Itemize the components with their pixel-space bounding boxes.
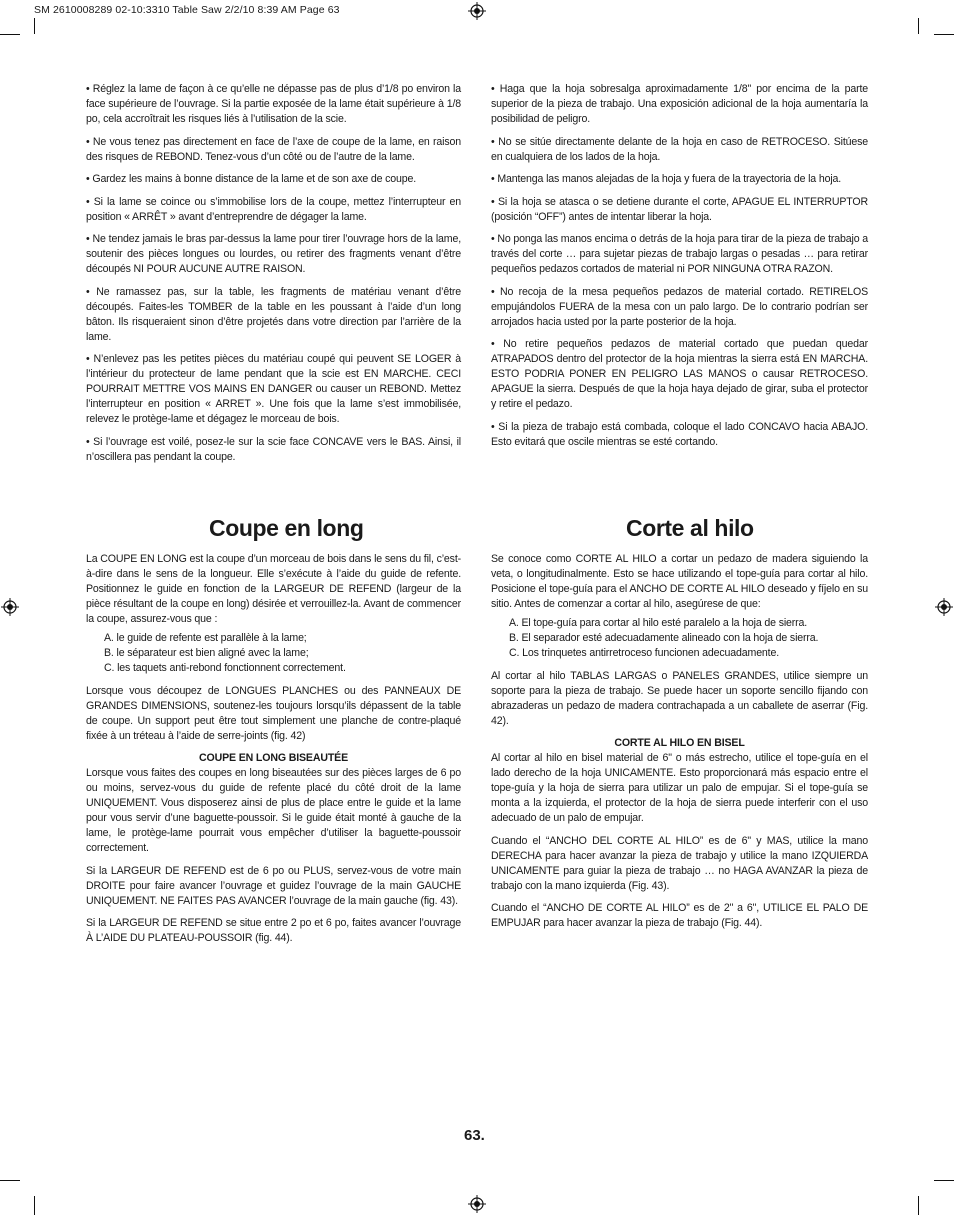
french-subheading: COUPE EN LONG BISEAUTÉE [198, 752, 348, 764]
header-slug: SM 2610008289 02-10:3310 Table Saw 2/2/10 8:39 AM Page 63 [34, 4, 340, 16]
crop-mark-top-left-v [34, 18, 35, 34]
registration-target-icon [468, 1195, 486, 1213]
spanish-bullet: • No se sitúe directamente delante de la hoja en caso de RETROCESO. Sitúese en cualquiera de los lados de la hoja. [491, 135, 868, 163]
french-intro: La COUPE EN LONG est la coupe d’un morceau de bois dans le sens du fil, c’est-à-dire dans le sens de la longueur. Elle s’exécute à l’aide du guide de refente. Positionnez le guide en fonction de la LARGEUR DE REFEND (largeur de la pièce résultant de la coupe en long) désirée et verrouillez-la. Avant de commencer la coupe, assurez-vous que : [86, 553, 461, 625]
spanish-bullet: • Mantenga las manos alejadas de la hoja y fuera de la trayectoria de la hoja. [491, 173, 842, 185]
registration-target-icon [1, 598, 19, 616]
spanish-long-boards: Al cortar al hilo TABLAS LARGAS o PANELES GRANDES, utilice siempre un soporte para la pieza de trabajo. Se puede hacer un soporte sencillo fijando con abrazaderas un pedazo de madera contrachapada a un caballete de aserrar (Fig. 42). [491, 669, 868, 727]
french-width-2-6-paragraph: Si la LARGEUR DE REFEND se situe entre 2 po et 6 po, faites avancer l’ouvrage À L’AIDE DU PLATEAU-POUSSOIR (fig. 44). [86, 917, 461, 944]
crop-mark-top-right-v [918, 18, 919, 34]
spanish-bullet: • Si la pieza de trabajo está combada, coloque el lado CONCAVO hacia ABAJO. Esto evitará que oscile mientras se esté cortando. [491, 420, 868, 448]
french-bullet: • N’enlevez pas les petites pièces du matériau coupé qui peuvent SE LOGER à l’intérieur du protecteur de lame pendant que la scie est EN MARCHE. CECI POURRAIT METTRE VOS MAINS EN DANGER ou causer un REBOND. Mettez l’interrupteur en position « ARRET ». Une fois que la lame s’est immobilisée, relevez le protège-lame et dégagez le morceau de bois. [86, 353, 461, 425]
page-number: 63. [464, 1127, 485, 1144]
spanish-bullet: • No recoja de la mesa pequeños pedazos de material cortado. RETIRELOS empujándolos FUERA de la mesa con un palo largo. De lo contrario podrían ser arrojados hacia usted por la parte posterior de la hoja. [491, 285, 868, 328]
french-bullet: • Gardez les mains à bonne distance de la lame et de son axe de coupe. [86, 173, 417, 185]
french-rip-cut-body [86, 552, 461, 954]
spanish-bullet: • Haga que la hoja sobresalga aproximadamente 1/8" por encima de la parte superior de la pieza de trabajo. Una exposición adicional de la hoja aumentaría la posibilidad de peligro. [491, 83, 868, 125]
crop-mark-top-right-h [934, 34, 954, 35]
french-long-boards: Lorsque vous découpez de LONGUES PLANCHES ou des PANNEAUX DE GRANDES DIMENSIONS, soutenez-les toujours lorsqu’ils dépassent de la table de coupe. Un support peut être tout simplement une planche de contre-plaqué fixée à un tréteau à l’aide de serre-joints (fig. 42) [86, 684, 461, 742]
spanish-rip-cut-body [491, 552, 868, 939]
registration-target-icon [468, 2, 486, 20]
spanish-intro: Se conoce como CORTE AL HILO a cortar un pedazo de madera siguiendo la veta, o longitudinalmente. Esto se hace utilizando el tope-guía para cortar al hilo. Posicione el tope-guía para el ANCHO DE CORTE AL HILO deseado y fíjelo en su sitio. Antes de comenzar a cortar al hilo, asegúrese de que: [491, 553, 868, 610]
french-checklist-item: B. le séparateur est bien aligné avec la lame; [104, 647, 309, 659]
spanish-bullet: • Si la hoja se atasca o se detiene durante el corte, APAGUE EL INTERRUPTOR (posición “OFF”) antes de intentar liberar la hoja. [491, 195, 868, 223]
spanish-checklist-item: B. El separador esté adecuadamente alineado con la hoja de sierra. [509, 632, 819, 644]
french-bullet: • Si la lame se coince ou s’immobilise lors de la coupe, mettez l’interrupteur en position « ARRÊT » avant d’entreprendre de dégager la lame. [86, 195, 461, 223]
registration-target-icon [935, 598, 953, 616]
crop-mark-bottom-right-v [918, 1196, 919, 1215]
crop-mark-bottom-right-h [934, 1180, 954, 1181]
spanish-bullet: • No retire pequeños pedazos de material cortado que puedan quedar ATRAPADOS dentro del protector de la hoja mientras la sierra está EN MARCHA. ESTO PODRIA PONER EN PELIGRO LAS MANOS o causar RETROCESO. APAGUE la sierra. Después de que la hoja haya dejado de girar, suba el protector y retire el pedazo. [491, 338, 868, 410]
french-width-6-paragraph: Si la LARGEUR DE REFEND est de 6 po ou PLUS, servez-vous de votre main DROITE pour faire avancer l’ouvrage et guidez l’ouvrage de la main GAUCHE UNIQUEMENT. NE FAITES PAS AVANCER l’ouvrage de la main gauche (fig. 43). [86, 864, 461, 907]
french-bullet: • Réglez la lame de façon à ce qu’elle ne dépasse pas de plus d’1/8 po environ la face supérieure de l’ouvrage. Si la partie exposée de la lame était supérieure à 1/8 po, cela accroîtrait les risques liés à l’utilisation de la scie. [86, 83, 461, 125]
spanish-safety-bullets [491, 82, 868, 457]
spanish-bullet: • No ponga las manos encima o detrás de la hoja para tirar de la pieza de trabajo a través del corte … para sujetar piezas de trabajo largas o pesadas … para retirar pequeños pedazos cortados de material ni POR NINGUNA OTRA RAZON. [491, 233, 868, 275]
french-section-heading: Coupe en long [209, 515, 364, 541]
french-checklist-item: C. les taquets anti-rebond fonctionnent correctement. [104, 662, 346, 674]
spanish-checklist-item: C. Los trinquetes antirretroceso funcionen adecuadamente. [509, 647, 780, 659]
french-bullet: • Ne ramassez pas, sur la table, les fragments de matériau venant d’être découpés. Faites-les TOMBER de la table en les poussant à l’aide d’un long bâton. Ils risqueraient sinon d’être projetés dans votre direction par l’arrière de la lame. [86, 285, 461, 343]
spanish-width-6-paragraph: Cuando el “ANCHO DEL CORTE AL HILO” es de 6" y MAS, utilice la mano DERECHA para hacer avanzar la pieza de trabajo y utilice la mano IZQUIERDA UNICAMENTE para guiar la pieza de trabajo … no HAGA AVANZAR la pieza de trabajo con la mano izquierda (Fig. 43). [491, 834, 868, 892]
french-safety-bullets [86, 82, 461, 472]
french-bullet: • Ne tendez jamais le bras par-dessus la lame pour tirer l’ouvrage hors de la lame, soutenir des pièces longues ou lourdes, ou retirer des fragments venant d’être découpés NI POUR AUCUNE AUTRE RAISON. [86, 233, 461, 275]
crop-mark-bottom-left-v [34, 1196, 35, 1215]
spanish-bevel-paragraph: Al cortar al hilo en bisel material de 6" o más estrecho, utilice el tope-guía en el lado derecho de la hoja UNICAMENTE. Esto proporcionará más espacio entre el tope-guía y la hoja de sierra para utilizar un palo de empujar. Si el tope-guía se monta a la izquierda, el protector de la hoja de sierra puede interferir con el uso adecuado de un palo de empujar. [491, 752, 868, 824]
crop-mark-top-left-h [0, 34, 20, 35]
french-bullet: • Si l’ouvrage est voilé, posez-le sur la scie face CONCAVE vers le BAS. Ainsi, il n’oscillera pas pendant la coupe. [86, 435, 461, 463]
french-bevel-paragraph: Lorsque vous faites des coupes en long biseautées sur des pièces larges de 6 po ou moins, servez-vous du guide de refente placé du côté droit de la lame UNIQUEMENT. Vous disposerez ainsi de plus de place entre le guide et la lame pour vous servir d’une baguette-poussoir. Si le guide était monté à gauche de la lame, le protège-lame pourrait vous empêcher d’utiliser la baguette-poussoir correctement. [86, 767, 461, 854]
french-checklist-item: A. le guide de refente est parallèle à la lame; [104, 632, 307, 644]
spanish-section-heading: Corte al hilo [626, 515, 754, 541]
crop-mark-bottom-left-h [0, 1180, 20, 1181]
french-bullet: • Ne vous tenez pas directement en face de l’axe de coupe de la lame, en raison des risques de REBOND. Tenez-vous d’un côté ou de l’autre de la lame. [86, 135, 461, 163]
spanish-subheading: CORTE AL HILO EN BISEL [614, 737, 745, 749]
spanish-width-2-6-paragraph: Cuando el “ANCHO DE CORTE AL HILO” es de 2" a 6", UTILICE EL PALO DE EMPUJAR para hacer avanzar la pieza de trabajo (Fig. 44). [491, 902, 868, 929]
spanish-checklist-item: A. El tope-guía para cortar al hilo esté paralelo a la hoja de sierra. [509, 617, 808, 629]
